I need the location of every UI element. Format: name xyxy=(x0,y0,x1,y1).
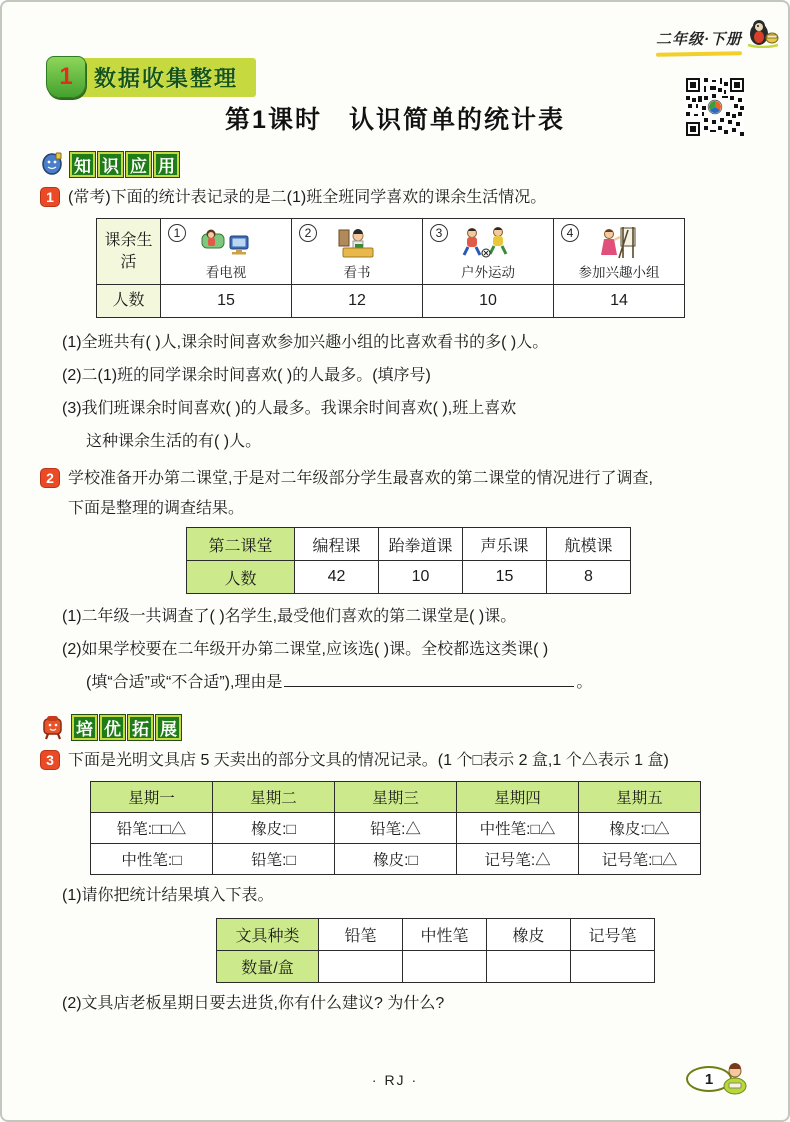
column-header: 星期四 xyxy=(457,782,579,813)
result-fill-table xyxy=(216,918,655,983)
badge-char: 应 xyxy=(126,152,151,177)
row-header: 课余生活 xyxy=(97,219,161,285)
hobby-label: 参加兴趣小组 xyxy=(578,265,660,280)
edition-label: 二年级·下册 xyxy=(656,31,742,48)
column-header: 橡皮 xyxy=(487,919,571,951)
record-cell: 中性笔:□△ xyxy=(457,813,579,844)
badge-char: 拓 xyxy=(128,715,153,740)
column-header: 中性笔 xyxy=(403,919,487,951)
table-row xyxy=(91,844,701,875)
hobby-cell-art-group xyxy=(554,219,685,285)
badge-char: 识 xyxy=(98,152,123,177)
answer-blank-line xyxy=(284,673,574,687)
chapter-number: 1 xyxy=(59,63,73,90)
record-cell: 铅笔:□□△ xyxy=(91,813,213,844)
table-row xyxy=(97,219,685,285)
count-value: 42 xyxy=(295,561,379,594)
record-cell: 橡皮:□ xyxy=(335,844,457,875)
table-row xyxy=(187,561,631,594)
schoolbag-mascot-icon xyxy=(40,714,66,740)
page-number: 1 xyxy=(686,1066,732,1092)
chapter-title: 数据收集整理 xyxy=(94,66,239,91)
column-header: 航模课 xyxy=(547,528,631,561)
question-3 xyxy=(40,749,750,773)
question-2-stem-line2: 下面是整理的调查结果。 xyxy=(68,500,245,517)
record-cell: 记号笔:□△ xyxy=(579,844,701,875)
count-value: 8 xyxy=(547,561,631,594)
question-2 xyxy=(40,467,750,491)
badge-char: 用 xyxy=(154,152,179,177)
question-1 xyxy=(40,186,750,210)
column-header: 编程课 xyxy=(295,528,379,561)
record-cell: 橡皮:□△ xyxy=(579,813,701,844)
q2-sub2-line2 xyxy=(86,666,750,699)
badge-char: 知 xyxy=(70,152,95,177)
count-value: 14 xyxy=(554,285,685,318)
hobby-cell-reading xyxy=(292,219,423,285)
q1-sub2: (2)二(1)班的同学课余时间喜欢( )的人最多。(填序号) xyxy=(62,367,431,384)
column-header: 星期三 xyxy=(335,782,457,813)
chapter-number-tab xyxy=(46,56,86,98)
column-header: 声乐课 xyxy=(463,528,547,561)
row-header: 数量/盒 xyxy=(217,951,319,983)
circled-number: 2 xyxy=(299,224,317,242)
lesson-title: 第1课时 认识简单的统计表 xyxy=(225,106,565,134)
badge-char: 培 xyxy=(72,715,97,740)
q2-sub1: (1)二年级一共调查了( )名学生,最受他们喜欢的第二课堂是( )课。 xyxy=(62,608,517,625)
footer-edition-mark: · RJ · xyxy=(371,1072,419,1088)
empty-answer-cell xyxy=(319,951,403,983)
question-1-stem: (常考)下面的统计表记录的是二(1)班全班同学喜欢的课余生活情况。 xyxy=(68,189,547,206)
badge-char: 优 xyxy=(100,715,125,740)
count-value: 10 xyxy=(379,561,463,594)
hobby-cell-sports xyxy=(423,219,554,285)
row-header: 人数 xyxy=(97,285,161,318)
q1-sub3-line1: (3)我们班课余时间喜欢( )的人最多。我课余时间喜欢( ),班上喜欢 xyxy=(62,400,517,417)
q2-sub2-period: 。 xyxy=(576,674,593,691)
pencil-mascot-icon xyxy=(40,151,64,177)
circled-number: 3 xyxy=(430,224,448,242)
table-row xyxy=(187,528,631,561)
table-row xyxy=(97,285,685,318)
count-value: 15 xyxy=(161,285,292,318)
circled-number: 4 xyxy=(561,224,579,242)
column-header: 记号笔 xyxy=(571,919,655,951)
record-cell: 中性笔:□ xyxy=(91,844,213,875)
page-corner-mascot-icon xyxy=(720,1062,750,1096)
question-number-badge: 3 xyxy=(40,750,60,770)
count-value: 12 xyxy=(292,285,423,318)
record-cell: 记号笔:△ xyxy=(457,844,579,875)
page-content xyxy=(40,2,750,1020)
q2-sub2-line1: (2)如果学校要在二年级开办第二课堂,应该选( )课。全校都选这类课( ) xyxy=(62,641,549,658)
empty-answer-cell xyxy=(487,951,571,983)
circled-number: 1 xyxy=(168,224,186,242)
hobby-label: 看书 xyxy=(343,265,371,280)
q3-sub1: (1)请你把统计结果填入下表。 xyxy=(62,887,274,904)
count-value: 10 xyxy=(423,285,554,318)
tv-icon xyxy=(200,226,252,260)
table-row xyxy=(217,919,655,951)
mascot-bird-icon xyxy=(746,16,780,48)
column-header: 跆拳道课 xyxy=(379,528,463,561)
column-header: 星期一 xyxy=(91,782,213,813)
badge-char: 展 xyxy=(156,715,181,740)
empty-answer-cell xyxy=(403,951,487,983)
hobby-label: 户外运动 xyxy=(461,265,515,280)
q1-sub1: (1)全班共有( )人,课余时间喜欢参加兴趣小组的比喜欢看书的多( )人。 xyxy=(62,334,549,351)
question-2-stem-line1: 学校准备开办第二课堂,于是对二年级部分学生最喜欢的第二课堂的情况进行了调查, xyxy=(68,470,653,487)
page-number-area xyxy=(686,1062,750,1096)
hobby-statistics-table xyxy=(96,218,685,318)
second-class-table xyxy=(186,527,631,594)
question-number-badge: 2 xyxy=(40,468,60,488)
q1-sub3-line2: 这种课余生活的有( )人。 xyxy=(86,433,262,450)
q2-sub2-line2-text: (填“合适”或“不合适”),理由是 xyxy=(86,674,283,691)
question-number-badge: 1 xyxy=(40,187,60,207)
hobby-label: 看电视 xyxy=(205,265,247,280)
record-cell: 铅笔:△ xyxy=(335,813,457,844)
column-header: 星期二 xyxy=(213,782,335,813)
empty-answer-cell xyxy=(571,951,655,983)
table-row xyxy=(91,813,701,844)
column-header: 星期五 xyxy=(579,782,701,813)
easel-icon xyxy=(593,226,645,260)
section-knowledge-badge xyxy=(40,151,750,177)
record-cell: 橡皮:□ xyxy=(213,813,335,844)
weekly-sales-record-table xyxy=(90,781,701,875)
hobby-cell-tv xyxy=(161,219,292,285)
row-header: 第二课堂 xyxy=(187,528,295,561)
section-advanced-badge xyxy=(40,714,750,740)
table-row xyxy=(217,951,655,983)
row-header: 文具种类 xyxy=(217,919,319,951)
sports-icon xyxy=(458,226,518,260)
row-header: 人数 xyxy=(187,561,295,594)
count-value: 15 xyxy=(463,561,547,594)
column-header: 铅笔 xyxy=(319,919,403,951)
table-row xyxy=(91,782,701,813)
question-3-stem: 下面是光明文具店 5 天卖出的部分文具的情况记录。(1 个□表示 2 盒,1 个△表示 1 盒) xyxy=(68,752,669,769)
q3-sub2: (2)文具店老板星期日要去进货,你有什么建议? 为什么? xyxy=(62,995,445,1012)
reading-icon xyxy=(331,226,383,260)
record-cell: 铅笔:□ xyxy=(213,844,335,875)
